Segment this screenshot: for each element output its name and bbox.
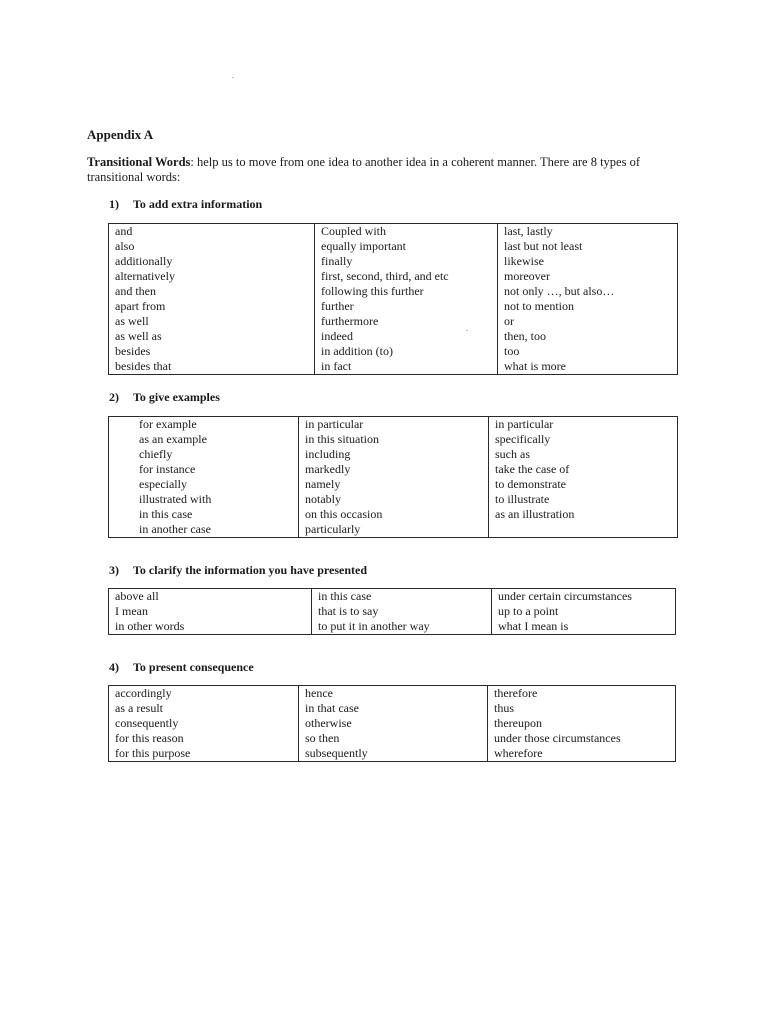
table-row [109,224,678,375]
list-item: equally important [321,239,406,253]
table-examples [108,416,678,538]
list-item: notably [305,492,341,506]
list-item: also [115,239,135,253]
list-item: and [115,224,133,238]
table-row [109,686,676,762]
section-number: 4) [109,660,119,674]
section-heading-clarify [109,563,367,578]
scan-speck [466,330,468,331]
list-item: apart from [115,299,166,313]
list-item: not to mention [504,299,574,313]
list-item: likewise [504,254,544,268]
list-item: in this situation [305,432,380,446]
list-item: thus [494,701,515,715]
list-item: in particular [305,417,364,431]
list-item: not only …, but also… [504,284,615,298]
table-column [315,224,498,375]
section-number: 3) [109,563,119,577]
scan-speck [232,77,234,78]
list-item: subsequently [305,746,368,760]
list-item: to illustrate [495,492,550,506]
list-item: as well [115,314,149,328]
section-heading-consequence [109,660,254,675]
table-clarify [108,588,676,635]
list-item: that is to say [318,604,379,618]
list-item: additionally [115,254,173,268]
list-item: so then [305,731,340,745]
intro-text: : help us to move from one idea to another idea in a coherent manner. There are 8 types of transitional words: [87,155,640,184]
list-item: consequently [115,716,179,730]
list-item: otherwise [305,716,352,730]
section-title: To add extra information [133,197,263,211]
table-column [109,686,299,762]
list-item: first, second, third, and etc [321,269,449,283]
table-column [299,417,489,538]
list-item: alternatively [115,269,175,283]
list-item: in particular [495,417,554,431]
list-item: above all [115,589,159,603]
list-item: to put it in another way [318,619,430,633]
section-title: To present consequence [133,660,254,674]
list-item: as an illustration [495,507,575,521]
list-item: chiefly [139,447,173,461]
list-item: as a result [115,701,163,715]
list-item: in another case [139,522,211,536]
list-item: or [504,314,514,328]
list-item: namely [305,477,341,491]
table-column [492,589,676,635]
list-item: furthermore [321,314,379,328]
list-item: therefore [494,686,538,700]
list-item: in fact [321,359,352,373]
list-item: moreover [504,269,550,283]
list-item: under certain circumstances [498,589,632,603]
list-item: further [321,299,354,313]
list-item: for example [139,417,197,431]
list-item: I mean [115,604,148,618]
table-column [488,686,676,762]
list-item: under those circumstances [494,731,621,745]
list-item: last, lastly [504,224,553,238]
list-item: too [504,344,520,358]
list-item: hence [305,686,333,700]
list-item: as well as [115,329,162,343]
list-item: on this occasion [305,507,383,521]
list-item: to demonstrate [495,477,566,491]
list-item: last but not least [504,239,583,253]
list-item: in other words [115,619,185,633]
list-item: especially [139,477,187,491]
table-column [109,417,299,538]
list-item: what I mean is [498,619,569,633]
list-item: wherefore [494,746,543,760]
list-item: accordingly [115,686,172,700]
list-item: besides that [115,359,172,373]
list-item: illustrated with [139,492,212,506]
list-item: following this further [321,284,424,298]
list-item: markedly [305,462,351,476]
section-heading-examples [109,390,220,405]
list-item: take the case of [495,462,570,476]
list-item: for this reason [115,731,184,745]
table-column [109,224,315,375]
list-item: indeed [321,329,353,343]
intro-lead: Transitional Words [87,155,191,169]
list-item: up to a point [498,604,559,618]
table-column [299,686,488,762]
list-item: in this case [318,589,372,603]
list-item: such as [495,447,530,461]
list-item: for this purpose [115,746,191,760]
section-number: 1) [109,197,119,211]
list-item: what is more [504,359,566,373]
appendix-title: Appendix A [87,127,154,142]
list-item: for instance [139,462,196,476]
intro-paragraph [87,155,683,185]
table-add-info [108,223,678,375]
table-row [109,589,676,635]
list-item: and then [115,284,156,298]
section-number: 2) [109,390,119,404]
list-item: Coupled with [321,224,386,238]
list-item: then, too [504,329,546,343]
list-item: besides [115,344,151,358]
section-heading-add-info [109,197,262,212]
table-column [312,589,492,635]
list-item: in this case [139,507,193,521]
section-title: To give examples [133,390,220,404]
list-item: particularly [305,522,361,536]
table-row [109,417,678,538]
list-item: finally [321,254,353,268]
table-column [498,224,678,375]
list-item: in that case [305,701,359,715]
table-consequence [108,685,676,762]
list-item: thereupon [494,716,542,730]
table-column [489,417,678,538]
table-column [109,589,312,635]
list-item: as an example [139,432,207,446]
section-title: To clarify the information you have presented [133,563,367,577]
list-item: specifically [495,432,551,446]
list-item: in addition (to) [321,344,393,358]
list-item: including [305,447,351,461]
